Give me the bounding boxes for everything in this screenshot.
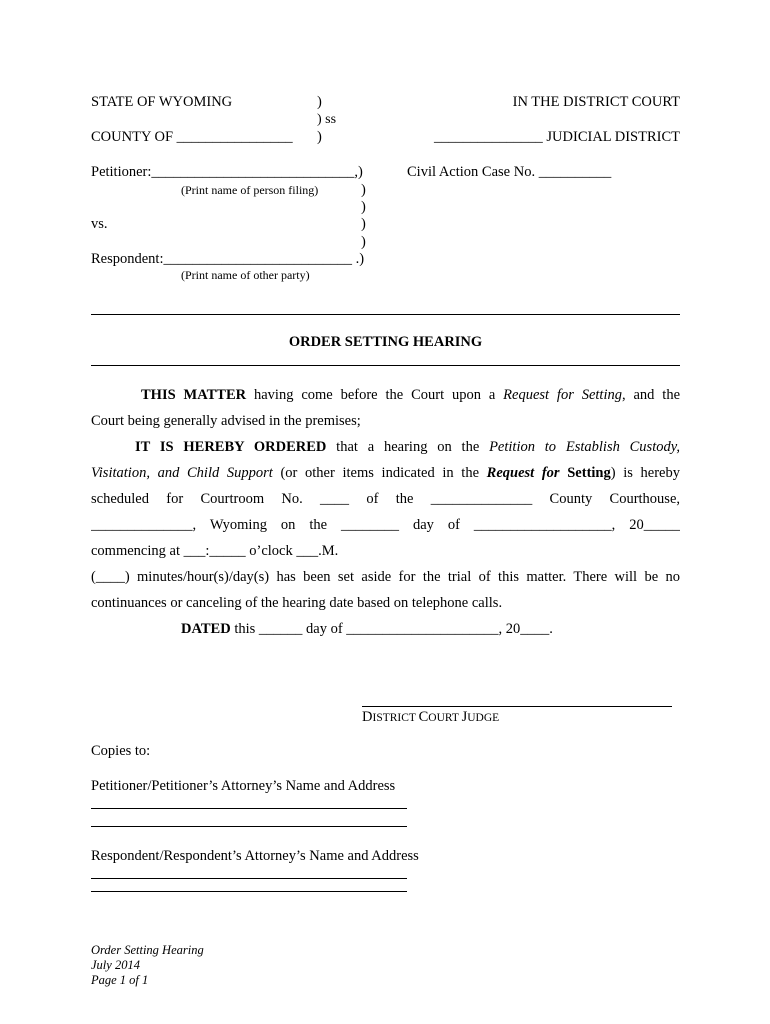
respondent-address-line[interactable] (91, 878, 407, 879)
respondent-field[interactable]: Respondent:__________________________ .) (91, 251, 365, 267)
petitioner-copy-label: Petitioner/Petitioner’s Attorney’s Name and Address (91, 778, 396, 794)
italic-text: Petition to Establish Custody, (489, 439, 680, 455)
footer-form-name: Order Setting Hearing (91, 943, 204, 957)
paragraph-line (91, 460, 680, 486)
page-footer (91, 943, 204, 988)
text: this ______ day of _____________________, 20____. (230, 621, 553, 637)
bold-text: THIS MATTER (141, 387, 247, 403)
bold-italic-text: Request for (486, 465, 560, 481)
divider (91, 365, 680, 366)
text: having come before the Court upon a (246, 387, 504, 403)
text: ) is hereby (610, 465, 680, 481)
dated-line[interactable] (91, 616, 680, 642)
respondent-hint: (Print name of other party) (181, 268, 310, 282)
respondent-copy-label: Respondent/Respondent’s Attorney’s Name and Address (91, 848, 419, 864)
divider (91, 314, 680, 315)
case-number-field[interactable]: Civil Action Case No. __________ (407, 164, 612, 180)
caption-paren: ) (317, 129, 322, 145)
bold-text: Setting (559, 465, 611, 481)
caption-paren: ) (361, 199, 366, 215)
page-title: ORDER SETTING HEARING (288, 334, 483, 350)
paragraph-line: Court being generally advised in the premises; (91, 413, 361, 429)
signature-line[interactable] (362, 706, 672, 707)
copies-heading: Copies to: (91, 743, 151, 759)
italic-text: Visitation, and Child Support (91, 465, 273, 481)
footer-date: July 2014 (91, 958, 140, 972)
paragraph-line (91, 382, 680, 408)
respondent-address-line[interactable] (91, 891, 407, 892)
caption-paren: ) (361, 216, 366, 232)
paragraph-line[interactable]: scheduled for Courtroom No. ____ of the ______________ County Courthouse, (91, 491, 680, 507)
petitioner-field[interactable]: Petitioner:____________________________,) (91, 164, 363, 180)
judicial-district-field[interactable]: _______________ JUDICIAL DISTRICT (434, 129, 680, 145)
petitioner-hint: (Print name of person filing) (181, 183, 319, 197)
county-field[interactable]: COUNTY OF ________________ (91, 129, 293, 145)
state-label: STATE OF WYOMING (91, 94, 233, 110)
text: , and the (622, 387, 680, 403)
paragraph-line[interactable]: (____) minutes/hour(s)/day(s) has been set aside for the trial of this matter. There will be no (91, 569, 680, 585)
order-body (91, 382, 680, 642)
court-label: IN THE DISTRICT COURT (512, 94, 680, 110)
paragraph-line[interactable]: ______________, Wyoming on the ________ day of ___________________, 20_____ (91, 517, 680, 533)
italic-text: Request for Setting (503, 387, 622, 403)
caption-paren: ) (361, 234, 366, 250)
paragraph-line: continuances or canceling of the hearing date based on telephone calls. (91, 595, 503, 611)
bold-text: DATED (181, 621, 231, 637)
paragraph-line (91, 434, 680, 460)
ss-label: ) ss (317, 112, 337, 127)
judge-signature-label: DISTRICT COURT JUDGE (362, 709, 500, 725)
vs-label: vs. (91, 216, 108, 232)
bold-text: IT IS HEREBY ORDERED (135, 439, 327, 455)
footer-page-number: Page 1 of 1 (91, 973, 149, 987)
paragraph-line[interactable]: commencing at ___:_____ o’clock ___.M. (91, 543, 339, 559)
petitioner-address-line[interactable] (91, 808, 407, 809)
text: that a hearing on the (326, 439, 490, 455)
text: (or other items indicated in the (272, 465, 487, 481)
caption-paren: ) (361, 182, 366, 198)
petitioner-address-line[interactable] (91, 826, 407, 827)
caption-paren: ) (317, 94, 322, 110)
